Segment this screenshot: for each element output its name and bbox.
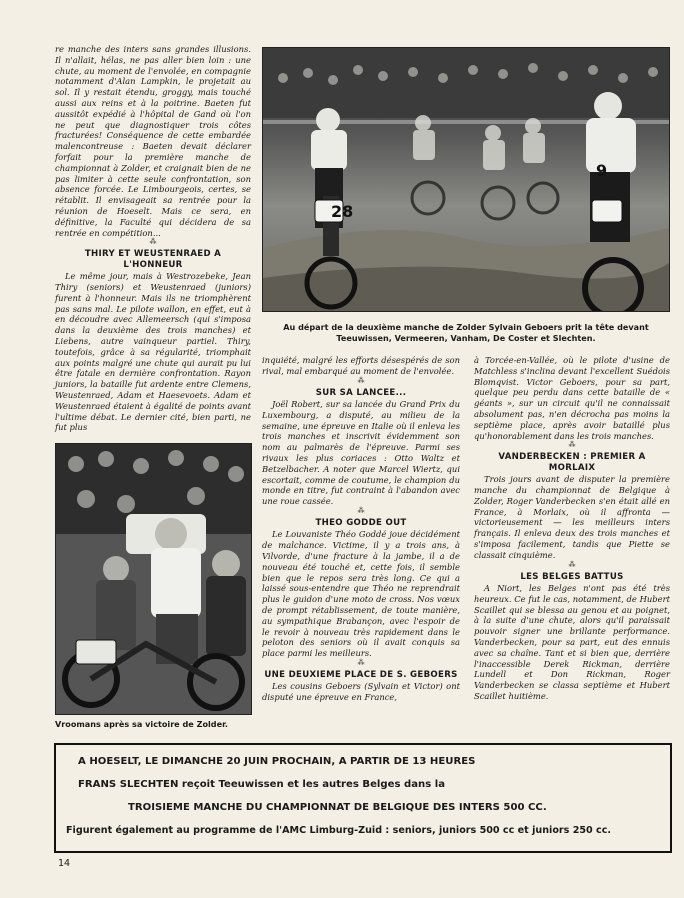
- photo-vroomans-image: [56, 444, 251, 714]
- section-separator: ⁂: [357, 376, 365, 385]
- race-plate-9: 9: [596, 161, 608, 180]
- race-plate-28: 28: [331, 202, 354, 221]
- section-separator: ⁂: [568, 560, 576, 569]
- announcement-line-2: FRANS SLECHTEN reçoit Teeuwissen et les autres Belges dans la: [78, 779, 446, 790]
- article-paragraph: Joël Robert, sur sa lancée du Grand Prix du Luxembourg, a disputé, au milieu de la semaine, une épreuve en Italie où il enleva les trois manches et inscrivit évidemment son nom au palmarès de l'épreuve. Parmi ses rivaux les plus coriaces : Otto Waltz et Betzelbacher. A noter que Marcel Wiertz, qui escortait, comme de coutume, le champion du monde en titre, fut contraint à l'abandon avec une roue cassée.: [262, 399, 460, 507]
- photo-race-start-caption: Au départ de la deuxième manche de Zolder Sylvain Geboers prit la tête devant Teeuwissen, Vermeeren, Vanham, De Coster et Slechten.: [283, 322, 649, 343]
- article-paragraph: Les cousins Geboers (Sylvain et Victor) ont disputé une épreuve en France,: [262, 681, 460, 703]
- column-2: [262, 355, 460, 703]
- page-number: 14: [58, 858, 71, 869]
- article-paragraph: inquiété, malgré les efforts désespérés de son rival, mal embarqué au moment de l'envolée.: [262, 355, 460, 376]
- column-1: [55, 44, 251, 433]
- section-heading: THEO GODDE OUT: [315, 517, 407, 528]
- section-heading: SUR SA LANCEE...: [315, 387, 407, 398]
- article-paragraph: A Niort, les Belges n'ont pas été très heureux. Ce fut le cas, notamment, de Hubert Scaillet qui se blessa au genou et au poignet, à la suite d'une chute, alors qu'il paraissait pouvoir signer une brillante performance. Vanderbecken, pour sa part, eut des ennuis avec sa chaîne. Tant et si bien que, derrière l'inaccessible Derek Rickman, derrière Lundell et Don Rickman, Roger Vanderbecken se classa septième et Hubert Scaillet huitième.: [474, 582, 670, 701]
- section-heading: THIRY ET WEUSTENRAED A L'HONNEUR: [84, 249, 222, 270]
- section-separator: ⁂: [568, 441, 576, 450]
- announcement-line-1: A HOESELT, LE DIMANCHE 20 JUIN PROCHAIN, A PARTIR DE 13 HEURES: [78, 756, 476, 767]
- section-separator: ⁂: [357, 506, 365, 515]
- announcement-line-3: TROISIEME MANCHE DU CHAMPIONNAT DE BELGIQUE DES INTERS 500 CC.: [128, 802, 547, 813]
- section-heading: VANDERBECKEN : PREMIER A MORLAIX: [498, 452, 646, 473]
- article-paragraph: Le même jour, mais à Westrozebeke, Jean Thiry (seniors) et Weustenraed (juniors) furent à l'honneur. Mais ils ne triomphèrent pas sans mal. Le pilote wallon, en effet, eut à en découdre avec Allemeersch (qui s'imposa dans la deuxième des trois manches) et Liebens, autre vainqueur partiel. Thiry, toutefois, grâce à sa régularité, triomphait aux points malgré une chute qui aurait pu lui être fatale en dernière confrontation. Rayon juniors, la bataille fut ardente entre Clemens, Weustenraed, Adam et Haesevoets. Adam et Weustenraed étaient à égalité de points avant l'ultime débat. Le dernier cité, bien parti, ne fut plus: [55, 271, 251, 433]
- section-separator: ⁂: [149, 238, 157, 247]
- section-heading: UNE DEUXIEME PLACE DE S. GEBOERS: [264, 669, 458, 680]
- article-paragraph: Trois jours avant de disputer la première manche du championnat de Belgique à Zolder, Roger Vanderbecken s'en était allé en France, à Morlaix, où il affronta — victorieusement — les meilleurs inters français. Il enleva deux des trois manches et s'imposa facilement, tandis que Piette se classait cinquième.: [474, 474, 670, 560]
- photo-race-start: [262, 47, 670, 312]
- article-paragraph: re manche des inters sans grandes illusions. Il n'allait, hélas, ne pas aller bien loin : une chute, au moment de l'envolée, en compagnie notamment d'Alan Lampkin, le projetait au sol. Il y restait étendu, groggy, mais touché aussi aux reins et à la poitrine. Baeten fut aussitôt expédié à l'hôpital de Gand où l'on ne peut que diagnostiquer trois côtes fracturées! Conséquence de cette embardée malencontreuse : Baeten devait déclarer forfait pour la première manche de championnat à Zolder, et craignait bien de ne pas limiter à cette seule confrontation, son absence forcée. Le Limbourgeois, certes, se rétablit. Il envisageait sa rentrée pour la réunion de Hoeselt. Mais ce sera, en définitive, la Faculté qui décidera de sa rentrée en compétition...: [55, 44, 251, 238]
- column-3: [474, 355, 670, 702]
- photo-vroomans: [55, 443, 252, 715]
- article-paragraph: à Torcée-en-Vallée, où le pilote d'usine de Matchless s'inclina devant l'excellent Suédois Blomqvist. Victor Geboers, pour sa part, quelque peu perdu dans cette bataille de « géants », sur un circuit qu'il ne connaissait absolument pas, n'en décrocha pas moins la septième place, après avoir bataillé plus qu'honorablement dans les trois manches.: [474, 355, 670, 441]
- announcement-line-4: Figurent également au programme de l'AMC Limburg-Zuid : seniors, juniors 500 cc et juniors 250 cc.: [66, 825, 612, 836]
- section-separator: ⁂: [357, 658, 365, 667]
- photo-vroomans-caption: Vroomans après sa victoire de Zolder.: [55, 719, 228, 729]
- event-announcement-box: [54, 743, 672, 853]
- article-paragraph: Le Louvaniste Théo Goddé joue décidément de malchance. Victime, il y a trois ans, à Vilvorde, d'une fracture à la jambe, il a de nouveau été touché et, cette fois, il semble bien que le repos sera très long. Ce qui a laissé sous-entendre que Théo ne reprendrait plus le guidon d'une moto de cross. Nos vœux de prompt rétablissement, de toute manière, au sympathique Brabançon, avec l'espoir de le revoir à nouveau très rapidement dans le peloton des seniors où il avait conquis sa place parmi les meilleurs.: [262, 529, 460, 659]
- section-heading: LES BELGES BATTUS: [520, 571, 624, 582]
- photo-race-start-image: [263, 48, 669, 311]
